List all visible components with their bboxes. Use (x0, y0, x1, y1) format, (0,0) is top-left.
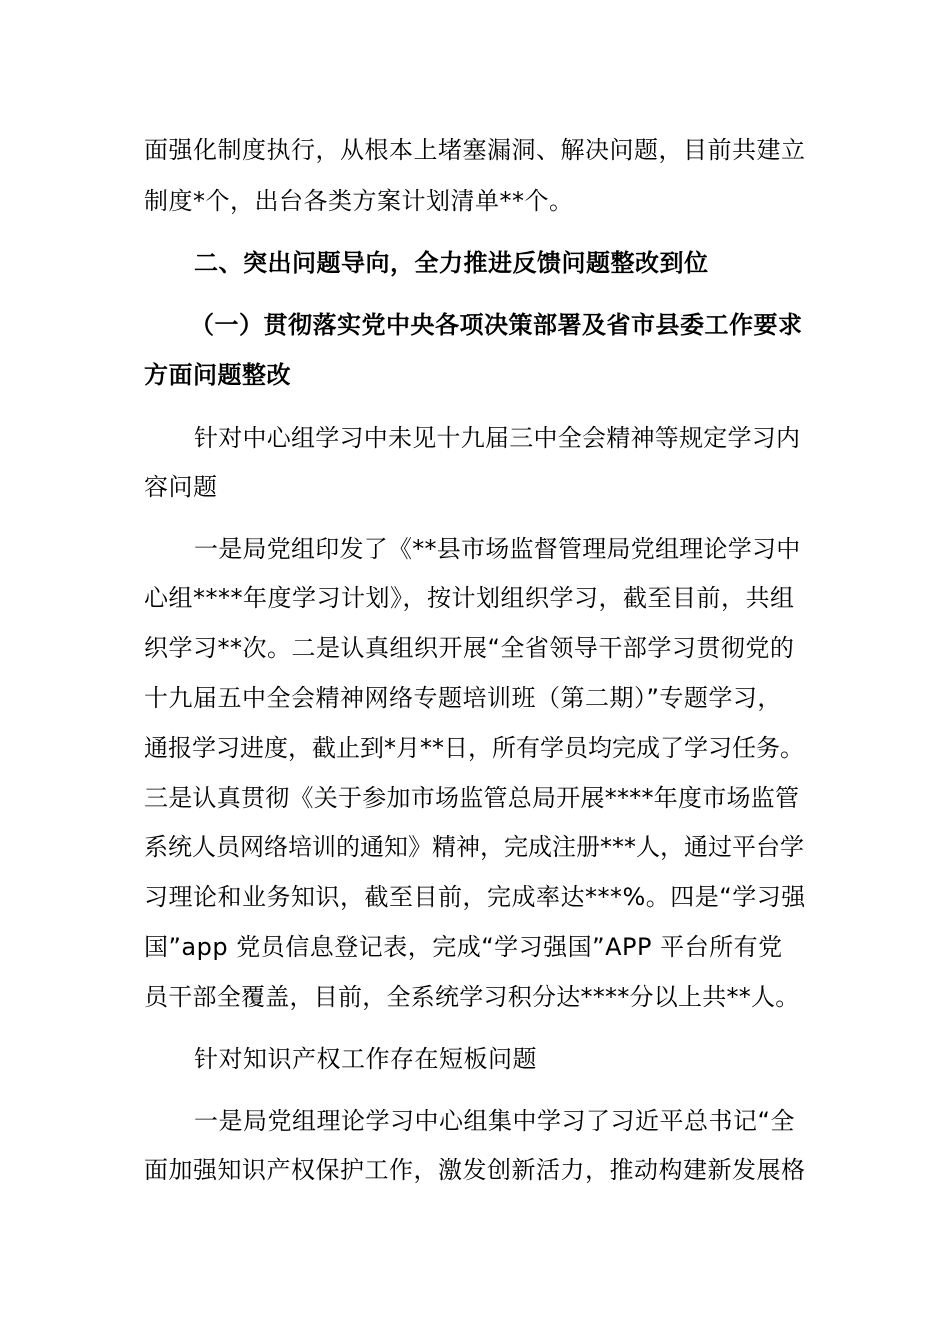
paragraph-line: 员干部全覆盖，目前，全系统学习积分达****分以上共**人。 (144, 983, 800, 1011)
issue-title: 针对知识产权工作存在短板问题 (194, 1045, 537, 1073)
paragraph-line: 通报学习进度，截止到*月**日，所有学员均完成了学习任务。 (144, 734, 804, 762)
subsection-heading-cont: 方面问题整改 (144, 361, 291, 389)
paragraph-line: 织学习**次。二是认真组织开展“全省领导干部学习贯彻党的 (144, 634, 795, 662)
paragraph-line: 面强化制度执行，从根本上堵塞漏洞、解决问题，目前共建立 (144, 136, 806, 164)
paragraph-line: 心组****年度学习计划》，按计划组织学习，截至目前，共组 (144, 584, 795, 612)
paragraph-line: 一是局党组印发了《**县市场监督管理局党组理论学习中 (194, 535, 801, 563)
section-heading: 二、突出问题导向，全力推进反馈问题整改到位 (194, 249, 709, 277)
paragraph-line: 一是局党组理论学习中心组集中学习了习近平总书记“全 (194, 1107, 795, 1135)
paragraph-line: 十九届五中全会精神网络专题培训班（第二期）”专题学习， (144, 684, 782, 712)
paragraph-line: 习理论和业务知识，截至目前，完成率达***%。四是“学习强 (144, 883, 806, 911)
issue-title: 针对中心组学习中未见十九届三中全会精神等规定学习内 (194, 424, 801, 452)
paragraph-line: 三是认真贯彻《关于参加市场监管总局开展****年度市场监管 (144, 784, 800, 812)
issue-title-cont: 容问题 (144, 473, 218, 501)
paragraph-line: 制度*个，出台各类方案计划清单**个。 (144, 187, 574, 215)
paragraph-line: 系统人员网络培训的通知》精神，完成注册***人，通过平台学 (144, 833, 804, 861)
subsection-heading: （一）贯彻落实党中央各项决策部署及省市县委工作要求 (190, 311, 803, 339)
paragraph-line: 面加强知识产权保护工作，激发创新活力，推动构建新发展格 (144, 1156, 806, 1184)
paragraph-line: 国”app 党员信息登记表，完成“学习强国”APP 平台所有党 (144, 933, 783, 961)
